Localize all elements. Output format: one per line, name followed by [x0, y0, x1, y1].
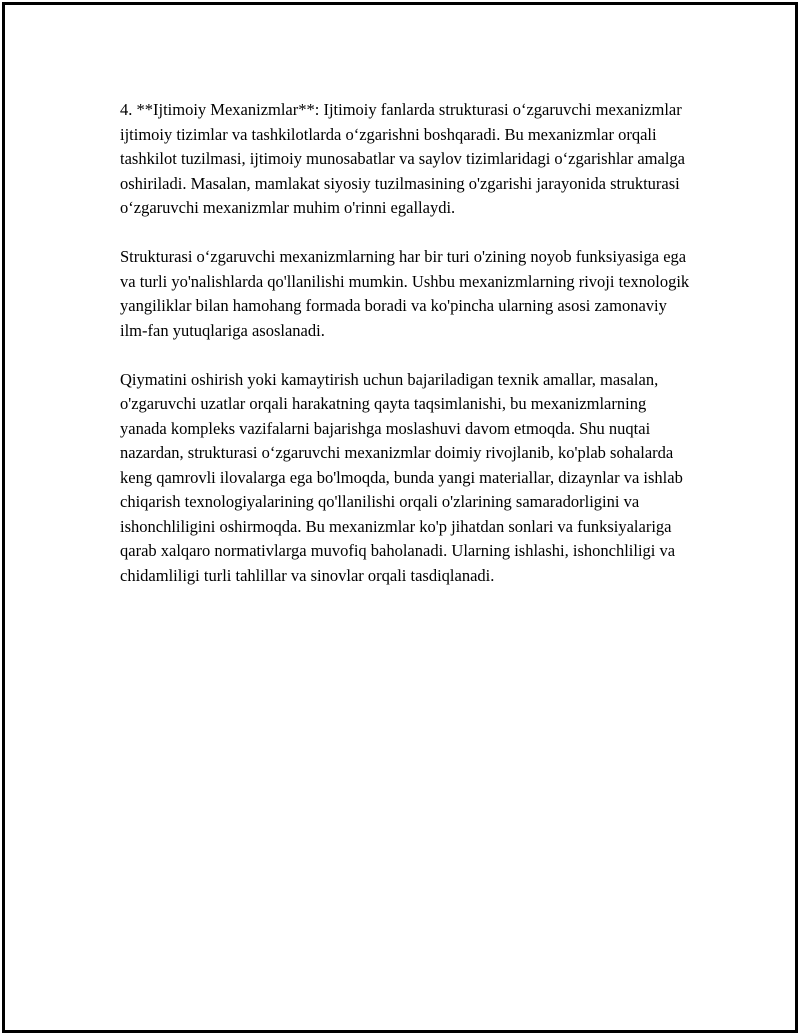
paragraph-technical-operations: Qiymatini oshirish yoki kamaytirish uchun bajariladigan texnik amallar, masalan, o'zgaruvchi uzatlar orqali harakatning qayta taqsimlanishi, bu mexanizmlarning yanada kompleks vazifalarni bajarishga moslashuvi davom etmoqda. Shu nuqtai nazardan, strukturasi o‘zgaruvchi mexanizmlar doimiy rivojlanib, ko'plab sohalarda keng qamrovli ilovalarga ega bo'lmoqda, bunda yangi materiallar, dizaynlar va ishlab chiqarish texnologiyalarining qo'llanilishi orqali o'zlarining samaradorligini va ishonchliligini oshirmoqda. Bu mexanizmlar ko'p jihatdan sonlari va funksiyalariga qarab xalqaro normativlarga muvofiq baholanadi. Ularning ishlashi, ishonchliligi va chidamliligi turli tahlillar va sinovlar orqali tasdiqlanadi.: [120, 369, 683, 585]
paragraph-social-mechanisms: 4. **Ijtimoiy Mexanizmlar**: Ijtimoiy fanlarda strukturasi o‘zgaruvchi mexanizmlar ijtimoiy tizimlar va tashkilotlarda o‘zgarishni boshqaradi. Bu mexanizmlar orqali tashkilot tuzilmasi, ijtimoiy munosabatlar va saylov tizimlaridagi o‘zgarishlar amalga oshiriladi. Masalan, mamlakat siyosiy tuzilmasining o'zgarishi jarayonida strukturasi o‘zgaruvchi mexanizmlar muhim o'rinni egallaydi.: [120, 100, 685, 217]
document-body: [120, 98, 690, 613]
paragraph-mechanism-types: Strukturasi o‘zgaruvchi mexanizmlarning har bir turi o'zining noyob funksiyasiga ega va turli yo'nalishlarda qo'llanilishi mumkin. Ushbu mexanizmlarning rivoji texnologik yangiliklar bilan hamohang formada boradi va ko'pincha ularning asosi zamonaviy ilm-fan yutuqlariga asoslanadi.: [120, 247, 690, 340]
document-page: [2, 2, 798, 1033]
